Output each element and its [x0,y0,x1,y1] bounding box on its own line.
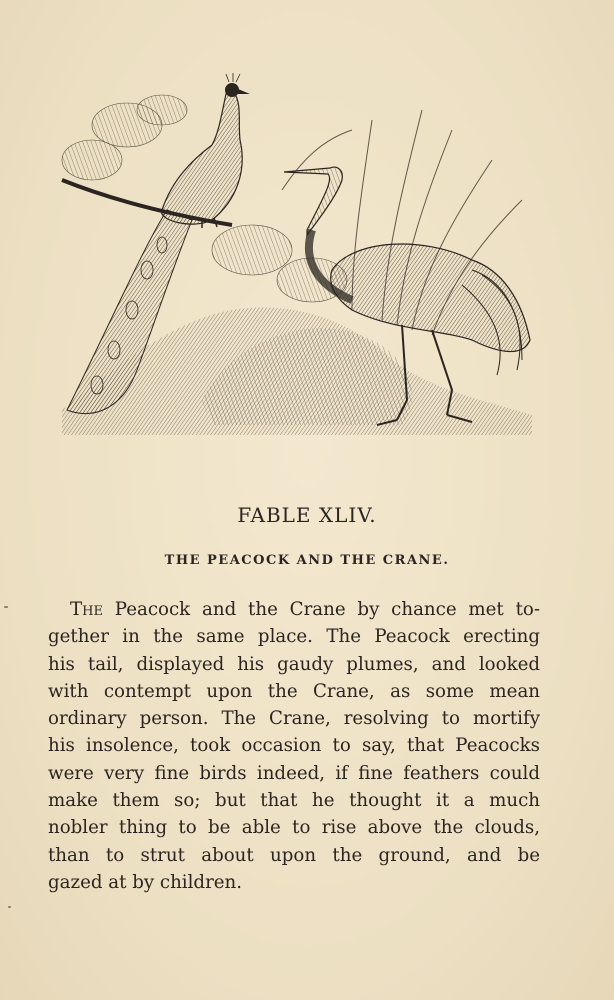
peacock-and-crane-engraving [52,70,538,440]
fable-line: make them so; but that he thought it a much [48,790,540,812]
fable-line: than to strut about upon the ground, and be [48,844,540,866]
fable-line: The Peacock and the Crane by chance met to- [70,599,540,620]
engraving-svg [52,70,538,440]
fable-title: THE PEACOCK AND THE CRANE. [164,553,450,568]
fable-line: nobler thing to be able to rise above the clouds, [48,817,540,839]
paper-speck [8,906,11,908]
fable-line: gazed at by children. [48,871,243,893]
fable-line: his insolence, took occasion to say, that Peacocks [48,735,540,757]
fable-line: with contempt upon the Crane, as some mean [48,680,540,702]
paper-speck [4,606,8,608]
fable-line: ordinary person. The Crane, resolving to mortify [48,708,540,730]
fable-body [48,596,540,896]
fable-line: his tail, displayed his gaudy plumes, and looked [48,653,540,675]
fable-number: FABLE XLIV. [237,503,377,527]
fable-line: gether in the same place. The Peacock erecting [48,626,540,648]
fable-line: were very fine birds indeed, if fine feathers could [48,762,540,784]
first-word: The [70,599,103,620]
